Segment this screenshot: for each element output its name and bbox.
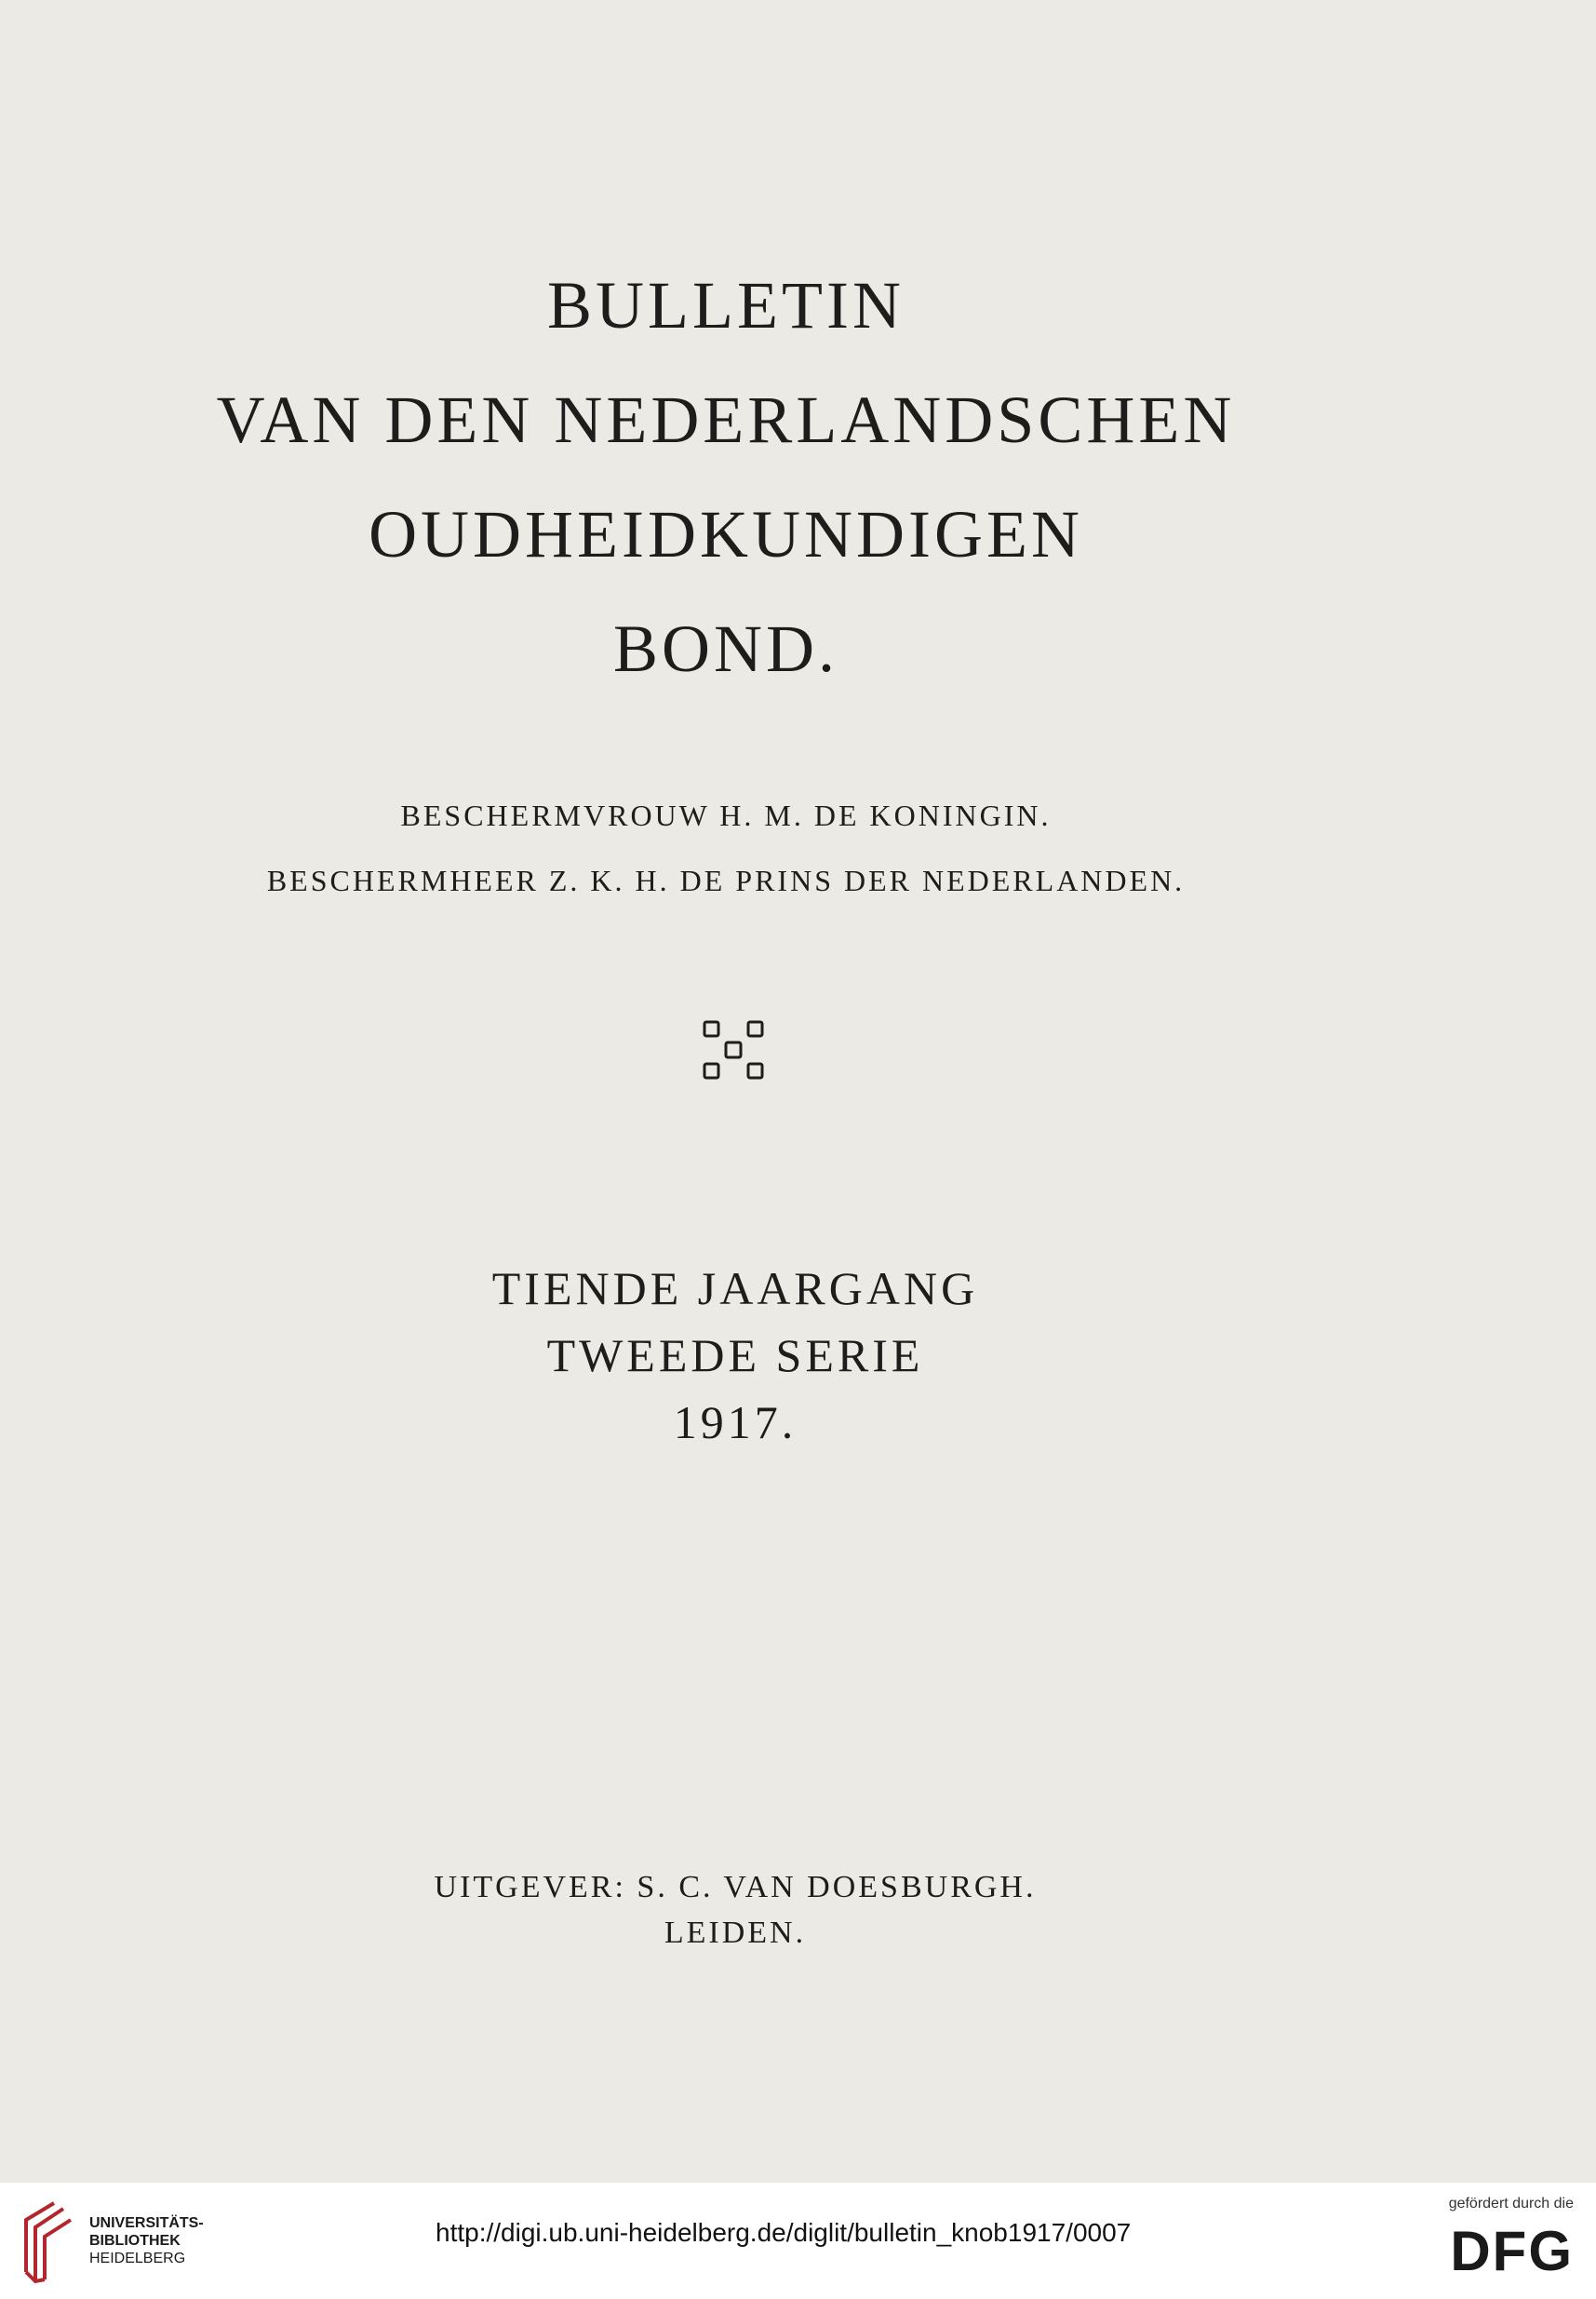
title-line-1: BULLETIN [547, 268, 905, 343]
publisher-line-1: UITGEVER: S. C. VAN DOESBURGH. [434, 1870, 1037, 1904]
patron-line-2: BESCHERMHEER Z. K. H. DE PRINS DER NEDERLANDEN. [266, 864, 1186, 897]
publisher-line-2: LEIDEN. [664, 1916, 807, 1950]
patron-line-1: BESCHERMVROUW H. M. DE KONINGIN. [400, 799, 1052, 832]
library-name-line-2: BIBLIOTHEK [89, 2233, 181, 2249]
footer-bar [0, 2183, 1596, 2299]
volume-line-1: TIENDE JAARGANG [491, 1262, 979, 1314]
volume-year: 1917. [673, 1396, 798, 1448]
library-logo-icon [17, 2199, 74, 2285]
title-line-3: OUDHEIDKUNDIGEN [369, 497, 1083, 571]
funder-label: gefördert durch die [1448, 2196, 1574, 2212]
permalink-link[interactable]: http://digi.ub.uni-heidelberg.de/diglit/bulletin_knob1917/0007 [436, 2218, 1132, 2247]
dfg-logo: DFG [1450, 2220, 1574, 2282]
five-squares-ornament-icon [702, 1019, 765, 1081]
library-name-line-1: UNIVERSITÄTS- [89, 2215, 204, 2231]
volume-line-2: TWEEDE SERIE [546, 1329, 924, 1381]
title-line-2: VAN DEN NEDERLANDSCHEN [216, 383, 1236, 457]
title-line-4: BOND. [612, 612, 838, 686]
library-name [89, 2214, 204, 2267]
library-name-line-3: HEIDELBERG [89, 2251, 186, 2266]
